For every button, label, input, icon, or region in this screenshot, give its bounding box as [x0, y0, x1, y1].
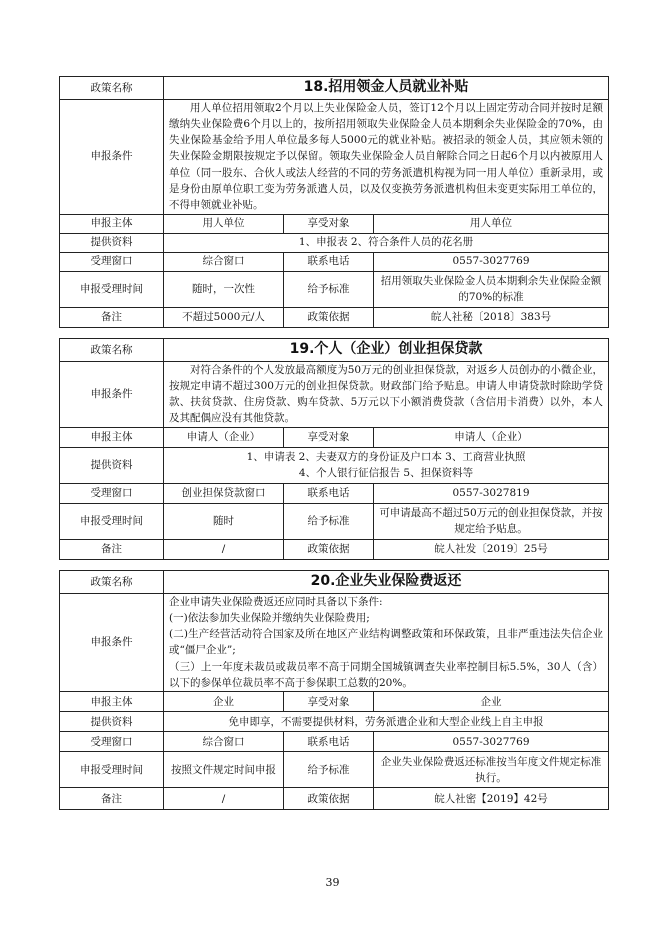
phone-value: 0557-3027769 [374, 252, 609, 271]
label-subject: 申报主体 [60, 692, 164, 712]
label-docs: 提供资料 [60, 233, 164, 252]
label-note: 备注 [60, 539, 164, 559]
docs-line: 1、申请表 2、夫妻双方的身份证及户口本 3、工商营业执照 [246, 450, 526, 463]
conditions-text [164, 593, 609, 692]
label-docs: 提供资料 [60, 712, 164, 732]
label-target: 享受对象 [284, 214, 374, 233]
label-target: 享受对象 [284, 692, 374, 712]
label-basis: 政策依据 [284, 788, 374, 810]
label-window: 受理窗口 [60, 483, 164, 503]
label-basis: 政策依据 [284, 539, 374, 559]
condition-line: (一)依法参加失业保险并缴纳失业保险费用; [169, 611, 370, 624]
conditions-text [164, 361, 609, 427]
page-number: 39 [325, 876, 340, 889]
basis-value: 皖人社密【2019】42号 [374, 788, 609, 810]
policy-title: 18.招用领金人员就业补贴 [164, 77, 609, 100]
note-value: / [164, 539, 284, 559]
docs-line: 4、个人银行征信报告 5、担保资料等 [298, 467, 474, 480]
condition-line: 企业申请失业保险费返还应同时具备以下条件: [169, 595, 383, 608]
note-value: / [164, 788, 284, 810]
label-note: 备注 [60, 788, 164, 810]
policy-table-19 [59, 338, 609, 560]
label-target: 享受对象 [284, 427, 374, 447]
label-conditions: 申报条件 [60, 361, 164, 427]
target-value: 用人单位 [374, 214, 609, 233]
condition-line: 用人单位招用领取2个月以上失业保险金人员，签订12个月以上固定劳动合同并按时足额缴纳失业保险费6个月以上的，按所招用领取失业保险金人员本期剩余失业保险金的70%，由失业保险基金给予用人单位最多每人5000元的就业补贴。被招录的领金人员，其应领未领的失业保险金期限按规定予以保留。领取失业保险金人员自解除合同之日起6个月以内被原用人单位（同一股东、合伙人或法人经营的不同的劳务派遣机构视为同一用人单位）重新录用，或是身份由原单位职工变为劳务派遣人员，以及仅变换劳务派遣机构但未变更实际用工单位的，不得申领就业补贴。 [169, 101, 604, 212]
policy-title: 20.企业失业保险费返还 [164, 571, 609, 594]
phone-value: 0557-3027769 [374, 732, 609, 752]
standard-value: 可申请最高不超过50万元的创业担保贷款，并按规定给予贴息。 [374, 503, 609, 539]
window-value: 综合窗口 [164, 732, 284, 752]
condition-line: （三）上一年度未裁员或裁员率不高于同期全国城镇调查失业率控制目标5.5%，30人（含）以下的参保单位裁员率不高于参保职工总数的20%。 [169, 660, 603, 690]
subject-value: 用人单位 [164, 214, 284, 233]
label-note: 备注 [60, 307, 164, 327]
phone-value: 0557-3027819 [374, 483, 609, 503]
label-standard: 给予标准 [284, 271, 374, 307]
policy-title: 19.个人（企业）创业担保贷款 [164, 339, 609, 362]
time-value: 随时 [164, 503, 284, 539]
label-subject: 申报主体 [60, 427, 164, 447]
label-window: 受理窗口 [60, 732, 164, 752]
target-value: 申请人（企业） [374, 427, 609, 447]
condition-line: (二)生产经营活动符合国家及所在地区产业结构调整政策和环保政策，且非严重违法失信企业或“僵尸企业”; [169, 628, 603, 657]
target-value: 企业 [374, 692, 609, 712]
note-value: 不超过5000元/人 [164, 307, 284, 327]
basis-value: 皖人社秘〔2018〕383号 [374, 307, 609, 327]
conditions-text [164, 99, 609, 214]
label-docs: 提供资料 [60, 447, 164, 483]
label-time: 申报受理时间 [60, 503, 164, 539]
policy-table-18 [59, 76, 609, 328]
docs-value [164, 447, 609, 483]
label-conditions: 申报条件 [60, 593, 164, 692]
time-value: 随时，一次性 [164, 271, 284, 307]
label-policy-name: 政策名称 [60, 571, 164, 594]
condition-line: 对符合条件的个人发放最高额度为50万元的创业担保贷款，对返乡人员创办的小微企业，按规定申请不超过300万元的创业担保贷款。财政部门给予贴息。申请人申请贷款时除助学贷款、扶贫贷款、住房贷款、购车贷款、5万元以下小额消费贷款（含信用卡消费）以外，本人及其配偶应没有其他贷款。 [169, 363, 603, 425]
label-phone: 联系电话 [284, 252, 374, 271]
label-time: 申报受理时间 [60, 752, 164, 788]
label-basis: 政策依据 [284, 307, 374, 327]
label-window: 受理窗口 [60, 252, 164, 271]
docs-value: 免申即享，不需要提供材料，劳务派遣企业和大型企业线上自主申报 [164, 712, 609, 732]
label-subject: 申报主体 [60, 214, 164, 233]
label-standard: 给予标准 [284, 752, 374, 788]
label-conditions: 申报条件 [60, 99, 164, 214]
label-standard: 给予标准 [284, 503, 374, 539]
label-policy-name: 政策名称 [60, 339, 164, 362]
window-value: 综合窗口 [164, 252, 284, 271]
subject-value: 企业 [164, 692, 284, 712]
docs-value: 1、申报表 2、符合条件人员的花名册 [164, 233, 609, 252]
subject-value: 申请人（企业） [164, 427, 284, 447]
label-phone: 联系电话 [284, 483, 374, 503]
label-phone: 联系电话 [284, 732, 374, 752]
window-value: 创业担保贷款窗口 [164, 483, 284, 503]
time-value: 按照文件规定时间申报 [164, 752, 284, 788]
standard-value: 招用领取失业保险金人员本期剩余失业保险金额的70%的标准 [374, 271, 609, 307]
basis-value: 皖人社发〔2019〕25号 [374, 539, 609, 559]
standard-value: 企业失业保险费返还标准按当年度文件规定标准执行。 [374, 752, 609, 788]
label-policy-name: 政策名称 [60, 77, 164, 100]
label-time: 申报受理时间 [60, 271, 164, 307]
policy-table-20 [59, 570, 609, 810]
